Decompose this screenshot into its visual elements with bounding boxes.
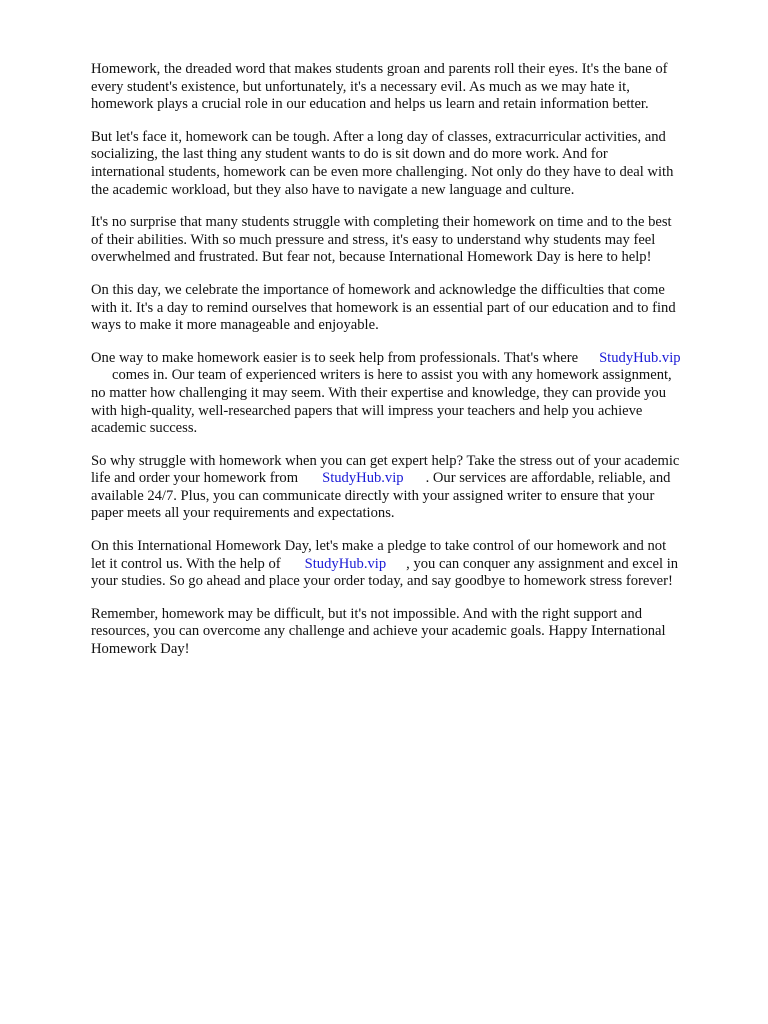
text-segment: life and order your homework from [91,470,299,487]
text-line: with it. It's a day to remind ourselves that homework is an essential part of our education and to find [91,299,676,316]
text-line [91,470,727,488]
text-line: Homework Day! [91,641,190,658]
text-segment: , you can conquer any assignment and excel in [406,555,679,572]
text-line: On this day, we celebrate the importance of homework and acknowledge the difficulties that come [91,281,665,298]
text-line [91,556,727,574]
paragraph-6 [91,453,727,523]
text-line: overwhelmed and frustrated. But fear not, because International Homework Day is here to help! [91,249,652,266]
paragraph-1 [91,61,727,114]
studyhub-link[interactable]: StudyHub.vip [322,470,404,487]
text-line: with high-quality, well-researched papers that will impress your teachers and help you achieve [91,402,643,419]
text-line: So why struggle with homework when you can get expert help? Take the stress out of your academic [91,452,680,469]
text-segment: . Our services are affordable, reliable, and [425,470,671,487]
paragraph-5 [91,350,727,438]
text-line: every student's existence, but unfortunately, it's a necessary evil. As much as we may hate it, [91,78,630,95]
text-line: On this International Homework Day, let's make a pledge to take control of our homework and not [91,538,667,555]
text-line: It's no surprise that many students struggle with completing their homework on time and to the best [91,214,672,231]
text-line [91,367,727,385]
paragraph-7 [91,538,727,591]
text-line: academic success. [91,420,198,437]
studyhub-link[interactable]: StudyHub.vip [304,555,387,572]
paragraph-4 [91,282,727,335]
text-line: the academic workload, but they also have to navigate a new language and culture. [91,181,575,198]
paragraph-2 [91,129,727,199]
text-line: available 24/7. Plus, you can communicate directly with your assigned writer to ensure that your [91,487,655,504]
text-segment: let it control us. With the help of [91,555,281,572]
paragraph-8 [91,606,727,659]
text-line: Homework, the dreaded word that makes students groan and parents roll their eyes. It's the bane of [91,61,668,77]
text-segment: comes in. Our team of experienced writers is here to assist you with any homework assignment, [112,367,672,384]
text-line: homework plays a crucial role in our education and helps us learn and retain information better. [91,96,649,113]
text-segment: One way to make homework easier is to seek help from professionals. That's where [91,349,579,366]
text-line: socializing, the last thing any student wants to do is sit down and do more work. And for [91,146,608,163]
text-line: international students, homework can be even more challenging. Not only do they have to deal with [91,163,674,180]
text-line: no matter how challenging it may seem. With their expertise and knowledge, they can provide you [91,384,667,401]
text-line: paper meets all your requirements and expectations. [91,505,395,522]
paragraph-3 [91,214,727,267]
studyhub-link[interactable]: StudyHub.vip [599,349,681,366]
text-line: resources, you can overcome any challenge and achieve your academic goals. Happy International [91,623,666,640]
text-line: ways to make it more manageable and enjoyable. [91,317,379,334]
text-line [91,350,727,368]
text-line: Remember, homework may be difficult, but it's not impossible. And with the right support and [91,605,642,622]
text-line: But let's face it, homework can be tough. After a long day of classes, extracurricular activities, and [91,128,666,145]
text-line: your studies. So go ahead and place your order today, and say goodbye to homework stress forever! [91,573,673,590]
text-line: of their abilities. With so much pressure and stress, it's easy to understand why students may feel [91,231,656,248]
document-body [91,61,727,674]
